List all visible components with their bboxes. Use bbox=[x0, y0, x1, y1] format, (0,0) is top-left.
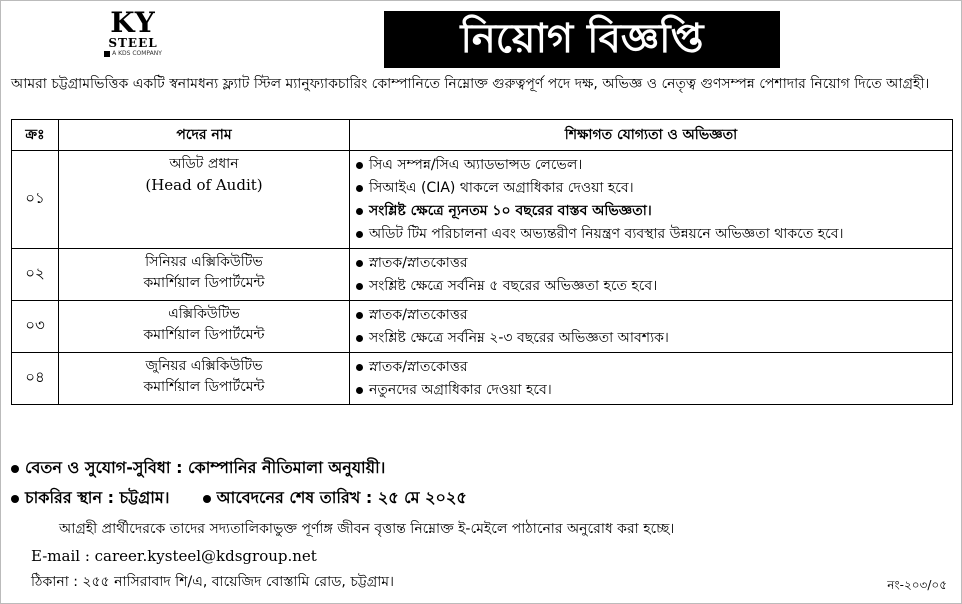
place-deadline-line bbox=[11, 486, 467, 510]
row-serial: ০১ bbox=[12, 151, 59, 249]
qualification-text: সংশ্লিষ্ট ক্ষেত্রে সর্বনিম্ন ২-৩ বছরের অভিজ্ঞতা আবশ্যক। bbox=[369, 330, 669, 346]
bullet-icon bbox=[356, 335, 363, 342]
row-post bbox=[59, 353, 350, 405]
apply-instructions: আগ্রহী প্রার্থীদেরকে তাদের সদ্যতালিকাভুক্ত পূর্ণাঙ্গ জীবন বৃত্তান্ত নিম্নোক্ত ই-মেইলে পাঠানোর অনুরোধ করা হচ্ছে। bbox=[59, 521, 675, 537]
post-title: সিনিয়র এক্সিকিউটিভ bbox=[145, 254, 263, 270]
post-title: জুনিয়র এক্সিকিউটিভ bbox=[145, 358, 263, 374]
qualification-item bbox=[356, 327, 952, 350]
post-subtitle: (Head of Audit) bbox=[145, 176, 263, 194]
email-line[interactable]: E-mail : career.kysteel@kdsgroup.net bbox=[31, 547, 317, 565]
bullet-icon bbox=[11, 465, 19, 473]
table-row bbox=[12, 151, 953, 249]
header-serial: ক্রঃ bbox=[12, 120, 59, 151]
row-post bbox=[59, 249, 350, 301]
qualification-text: স্নাতক/স্নাতকোত্তর bbox=[369, 307, 468, 323]
kds-mark-icon bbox=[104, 51, 110, 57]
bullet-icon bbox=[356, 162, 363, 169]
qualification-item bbox=[356, 177, 952, 200]
bullet-icon bbox=[356, 364, 363, 371]
qualification-text: সিআইএ (CIA) থাকলে অগ্রাধিকার দেওয়া হবে। bbox=[369, 180, 634, 196]
bullet-icon bbox=[11, 495, 19, 503]
post-title: এক্সিকিউটিভ bbox=[168, 306, 240, 322]
row-serial: ০৩ bbox=[12, 301, 59, 353]
row-post bbox=[59, 151, 350, 249]
qualification-item bbox=[356, 379, 952, 402]
bullet-icon bbox=[356, 208, 363, 215]
post-department: কমার্শিয়াল ডিপার্টমেন্ট bbox=[143, 379, 265, 395]
qualification-item bbox=[356, 223, 952, 246]
table-row bbox=[12, 301, 953, 353]
row-qualifications bbox=[350, 151, 953, 249]
logo-brand: KY bbox=[110, 6, 156, 39]
post-department: কমার্শিয়াল ডিপার্টমেন্ট bbox=[143, 275, 265, 291]
qualification-text: অডিট টিম পরিচালনা এবং অভ্যন্তরীণ নিয়ন্ত্রণ ব্যবস্থার উন্নয়নে অভিজ্ঞতা থাকতে হবে। bbox=[369, 226, 844, 242]
row-serial: ০২ bbox=[12, 249, 59, 301]
post-title: অডিট প্রধান bbox=[169, 156, 239, 172]
logo-company bbox=[101, 49, 165, 59]
qualification-text: নতুনদের অগ্রাধিকার দেওয়া হবে। bbox=[369, 382, 552, 398]
intro-text: আমরা চট্টগ্রামভিত্তিক একটি স্বনামধন্য ফ্ল্যাট স্টিল ম্যানুফ্যাকচারিং কোম্পানিতে নিম্নোক্ত গুরুত্বপূর্ণ পদে দক্ষ, অভিজ্ঞ ও নেতৃত্ব গুণসম্পন্ন পেশাদার নিয়োগ দিতে আগ্রহী। bbox=[11, 76, 930, 92]
bullet-icon bbox=[356, 260, 363, 267]
bullet-icon bbox=[203, 495, 211, 503]
jobs-table bbox=[11, 119, 953, 405]
qualification-item bbox=[356, 200, 952, 223]
deadline-text: আবেদনের শেষ তারিখ : ২৫ মে ২০২৫ bbox=[216, 488, 467, 507]
logo-sub: STEEL bbox=[108, 36, 158, 50]
qualification-text: স্নাতক/স্নাতকোত্তর bbox=[369, 255, 468, 271]
header-post: পদের নাম bbox=[59, 120, 350, 151]
row-qualifications bbox=[350, 353, 953, 405]
qualification-item bbox=[356, 252, 952, 275]
row-serial: ০৪ bbox=[12, 353, 59, 405]
bullet-icon bbox=[356, 231, 363, 238]
table-row bbox=[12, 353, 953, 405]
table-row bbox=[12, 249, 953, 301]
address-line: ঠিকানা : ২৫৫ নাসিরাবাদ শি/এ, বায়েজিদ বোস্তামি রোড, চট্টগ্রাম। bbox=[31, 574, 395, 590]
salary-text: বেতন ও সুযোগ-সুবিধা : কোম্পানির নীতিমালা অনুযায়ী। bbox=[25, 458, 386, 477]
table-header-row bbox=[12, 120, 953, 151]
salary-line bbox=[11, 456, 385, 480]
qualification-item bbox=[356, 304, 952, 327]
logo-company-text: A KDS COMPANY bbox=[112, 50, 162, 57]
job-place-text: চাকরির স্থান : চট্টগ্রাম। bbox=[25, 488, 170, 507]
ky-steel-logo bbox=[101, 6, 165, 63]
row-qualifications bbox=[350, 249, 953, 301]
qualification-text: সিএ সম্পন্ন/সিএ অ্যাডভান্সড লেভেল। bbox=[369, 157, 583, 173]
bullet-icon bbox=[356, 387, 363, 394]
bullet-icon bbox=[356, 283, 363, 290]
qualification-text: সংশ্লিষ্ট ক্ষেত্রে ন্যূনতম ১০ বছরের বাস্তব অভিজ্ঞতা। bbox=[369, 203, 652, 219]
qualification-item bbox=[356, 154, 952, 177]
bullet-icon bbox=[356, 312, 363, 319]
qualification-item bbox=[356, 275, 952, 298]
page-title: নিয়োগ বিজ্ঞপ্তি bbox=[384, 11, 780, 68]
header-qualification: শিক্ষাগত যোগ্যতা ও অভিজ্ঞতা bbox=[350, 120, 953, 151]
qualification-text: সংশ্লিষ্ট ক্ষেত্রে সর্বনিম্ন ৫ বছরের অভিজ্ঞতা হতে হবে। bbox=[369, 278, 658, 294]
reference-number: নং-২০৩/০৫ bbox=[887, 578, 947, 592]
qualification-item bbox=[356, 356, 952, 379]
row-post bbox=[59, 301, 350, 353]
post-department: কমার্শিয়াল ডিপার্টমেন্ট bbox=[143, 327, 265, 343]
qualification-text: স্নাতক/স্নাতকোত্তর bbox=[369, 359, 468, 375]
row-qualifications bbox=[350, 301, 953, 353]
bullet-icon bbox=[356, 185, 363, 192]
